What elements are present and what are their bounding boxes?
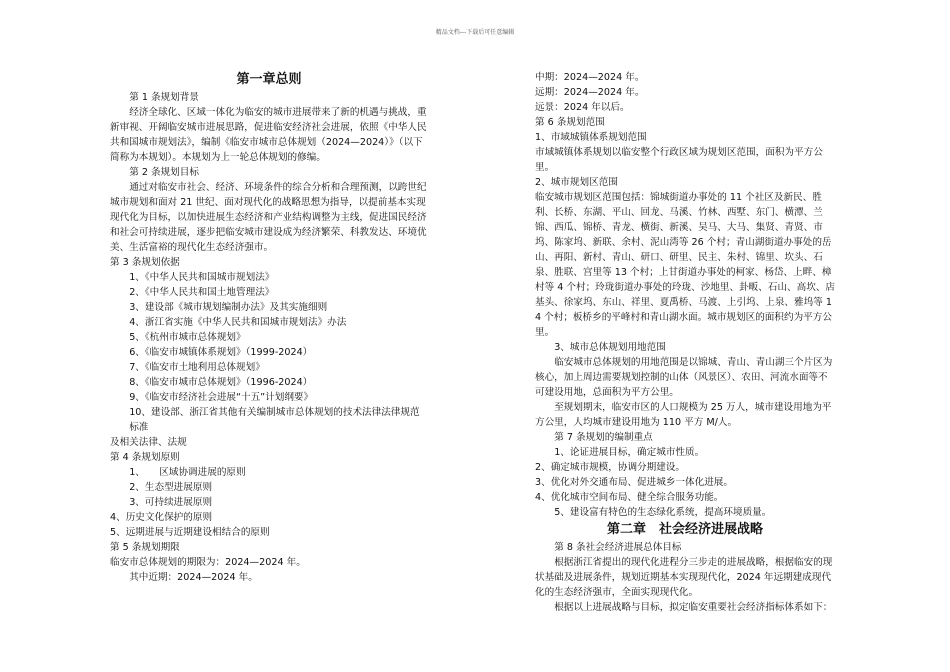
paragraph: 3、城市总体规划用地范围 xyxy=(554,342,666,353)
paragraph: 第 6 条规划范围 xyxy=(535,117,605,128)
paragraph: 4、优化城市空间布局、健全综合服务功能。 xyxy=(535,492,724,503)
chapter-heading: 第一章总则 xyxy=(236,72,302,87)
paragraph: 1、《中华人民共和国城市规划法》 xyxy=(129,272,275,283)
paragraph: 第 8 条社会经济进展总体目标 xyxy=(554,542,682,553)
paragraph: 9、《临安市经济社会进展“十五”计划纲要》 xyxy=(129,392,314,403)
chapter-heading: 第二章 社会经济进展战略 xyxy=(606,522,763,537)
paragraph: 第 2 条规划目标 xyxy=(129,167,199,178)
paragraph: 中期：2024—2024 年。 xyxy=(535,72,645,83)
paragraph: 5、《杭州市城市总体规划》 xyxy=(129,332,246,343)
paragraph: 4、浙江省实施《中华人民共和国城市规划法》办法 xyxy=(129,317,347,328)
paragraph: 至规划期末，临安市区的人口规模为 25 万人，城市建设用地为平方公里，人均城市建设用地为 110 平方 M/人。 xyxy=(535,402,832,428)
paragraph: 第 5 条规划期限 xyxy=(110,542,180,553)
paragraph: 2、生态型进展原则 xyxy=(129,482,213,493)
paragraph: 第 1 条规划背景 xyxy=(129,92,199,103)
paragraph: 其中近期：2024—2024 年。 xyxy=(129,572,258,583)
paragraph: 通过对临安市社会、经济、环境条件的综合分析和合理预测，以跨世纪城市规划和面对 21 世纪、面对现代化的战略思想为指导，以提前基本实现现代化为目标，以加快进展生态经济和产业结构调整为主线，促进国民经济和社会可持续进展，逐步把临安城市建设成为经济繁荣、科教发达、环境优美、生活富裕的现代化生态经济强市。 xyxy=(110,182,427,253)
paragraph: 5、建设富有特色的生态绿化系统，提高环境质量。 xyxy=(554,507,772,518)
paragraph: 8、《临安市城市总体规划》（1996-2024） xyxy=(129,377,313,388)
paragraph: 市域城镇体系规划以临安整个行政区域为规划区范围，面积为平方公里。 xyxy=(535,147,823,173)
paragraph: 2、确定城市规模，协调分期建设。 xyxy=(535,462,686,473)
paragraph: 10、建设部、浙江省其他有关编制城市总体规划的技术法律法律规范标准 xyxy=(129,407,420,433)
paragraph: 根据以上进展战略与目标，拟定临安重要社会经济指标体系如下： xyxy=(554,602,833,613)
paragraph: 7、《临安市土地利用总体规划》 xyxy=(129,362,265,373)
paragraph: 3、可持续进展原则 xyxy=(129,497,213,508)
watermark-text: 精品文档---下载后可任意编辑 xyxy=(435,29,515,36)
paragraph: 4、历史文化保护的原则 xyxy=(110,512,213,523)
paragraph: 远景：2024 年以后。 xyxy=(535,102,630,113)
paragraph: 第 7 条规划的编制重点 xyxy=(554,432,653,443)
paragraph: 远期：2024—2024 年。 xyxy=(535,87,645,98)
paragraph: 根据浙江省提出的现代化进程分三步走的进展战略，根据临安的现状基础及进展条件，规划近期基本实现现代化，2024 年远期建成现代化的生态经济强市，全面实现现代化。 xyxy=(535,557,833,598)
paragraph: 第 3 条规划依据 xyxy=(110,257,180,268)
paragraph: 及相关法律、法规 xyxy=(110,437,187,448)
left-column xyxy=(110,70,428,585)
paragraph: 第 4 条规划原则 xyxy=(110,452,180,463)
paragraph: 1、市域城镇体系规划范围 xyxy=(535,132,647,143)
paragraph: 1、论证进展目标，确定城市性质。 xyxy=(554,447,705,458)
paragraph: 2、城市规划区范围 xyxy=(535,177,618,188)
paragraph: 3、优化对外交通布局、促进城乡一体化进展。 xyxy=(535,477,733,488)
paragraph: 临安城市总体规划的用地范围是以锦城、青山、青山湖三个片区为核心，加上周边需要规划控制的山体（风景区）、农田、河流水面等不可建设用地，总面积为平方公里。 xyxy=(535,357,833,398)
paragraph: 1、 区域协调进展的原则 xyxy=(129,467,246,478)
paragraph: 经济全球化、区域一体化为临安的城市进展带来了新的机遇与挑战，重新审视、开阔临安城市进展思路，促进临安经济社会进展，依照《中华人民共和国城市规划法》，编制《临安市城市总体规划（2024—2024）》（以下简称为本规划）。本规划为上一轮总体规划的修编。 xyxy=(110,107,427,163)
right-column xyxy=(535,70,835,615)
paragraph: 3、建设部《城市规划编制办法》及其实施细则 xyxy=(129,302,328,313)
paragraph: 2、《中华人民共和国土地管理法》 xyxy=(129,287,275,298)
paragraph: 5、远期进展与近期建设相结合的原则 xyxy=(110,527,270,538)
paragraph: 临安市总体规划的期限为：2024—2024 年。 xyxy=(110,557,306,568)
paragraph: 临安城市规划区范围包括：锦城街道办事处的 11 个社区及新民、胜利、长桥、东湖、平山、回龙、马溪、竹林、西墅、东门、横潭、兰锦、西瓜、锦桥、青龙、横街、新溪、吴马、大马、集贤、青贤、市坞、陈家坞、新联、余村、泥山湾等 26 个村；青山湖街道办事处的岳山、再阳、新村、青山、研口、研里、民主、朱村、锦里、坎头、石泉、胜联、宫里等 13 个村；上甘街道办事处的柯家、杨岱、上畔、樟村等 4 个村；玲珑街道办事处的玲珑、沙地里、卦畈、石山、高坎、店基头、徐家坞、东山、祥里、夏禹桥、马渡、上引坞、上泉、雅坞等 14 个村；板桥乡的平峰村和青山湖水面。城市规划区的面积约为平方公里。 xyxy=(535,192,836,338)
paragraph: 6、《临安市城镇体系规划》（1999-2024） xyxy=(129,347,313,358)
